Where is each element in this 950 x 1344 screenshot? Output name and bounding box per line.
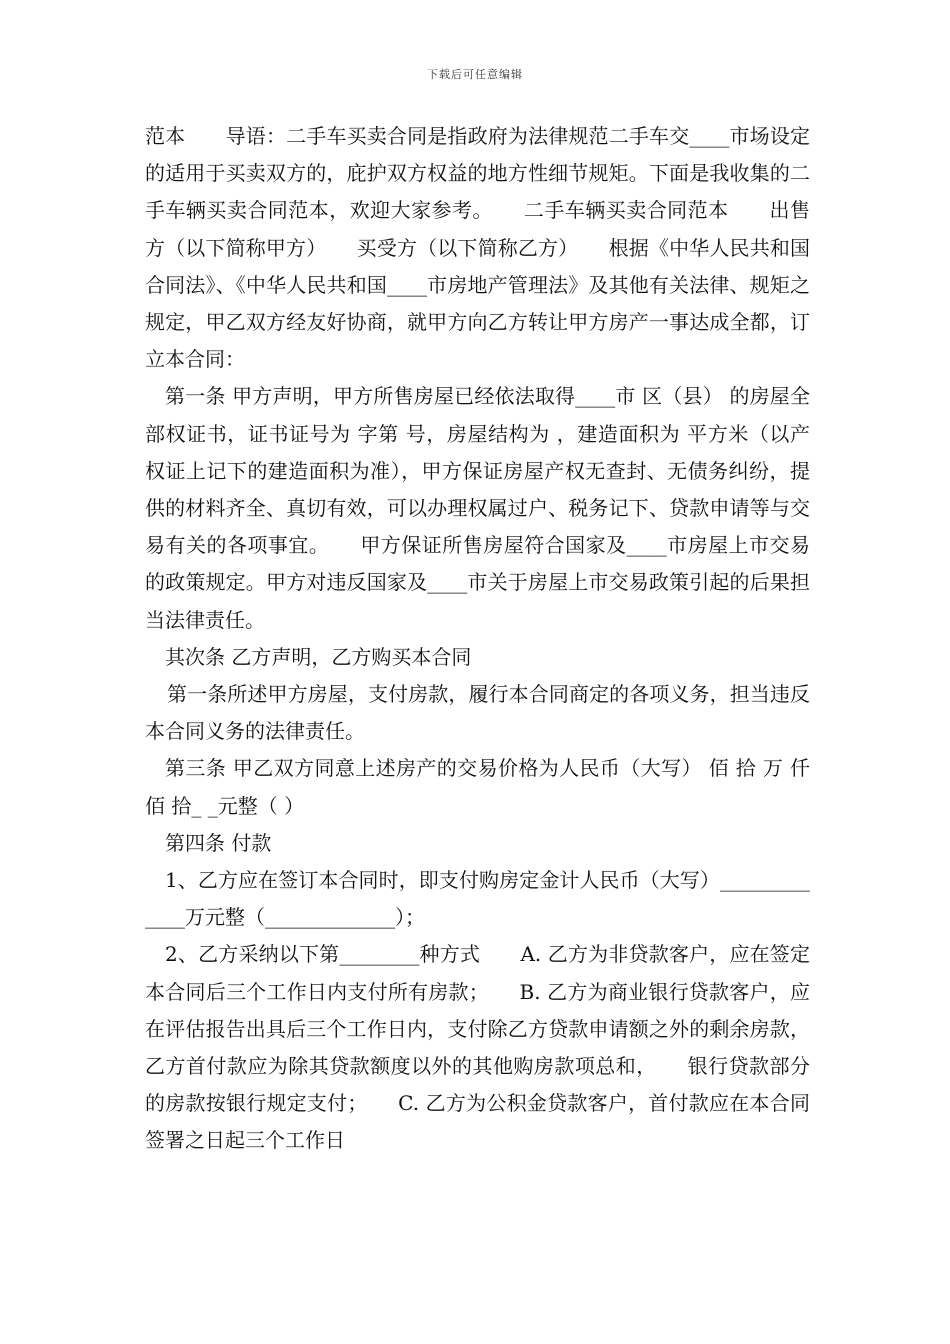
paragraph-article-2: 其次条 乙方声明，乙方购买本合同 bbox=[165, 644, 472, 669]
paragraph-intro: 范本 导语：二手车买卖合同是指政府为法律规范二手车交____市场设定的适用于买卖双方的，庇护双方权益的地方性细节规矩。下面是我收集的二手车辆买卖合同范本，欢迎大家参考。 二手车辆买卖合同范本 出售方（以下简称甲方） 买受方（以下简称乙方） 根据《中华人民共和国合同法》、《中华人民共和国____市房地产管理法》及其他有关法律、规矩之规定，甲乙双方经友好协商，就甲方向乙方转让甲方房产一事达成全都，订立本合同： bbox=[145, 124, 810, 372]
paragraph-article-1: 第一条 甲方声明，甲方所售房屋已经依法取得____市 区（县） 的房屋全部权证书，证书证号为 字第 号，房屋结构为 ，建造面积为 平方米（以产权证上记下的建造面积为准），甲方保证房屋产权无查封、无债务纠纷，提供的材料齐全、真切有效，可以办理权属过户、税务记下、贷款申请等与交易有关的各项事宜。 甲方保证所售房屋符合国家及____市房屋上市交易的政策规定。甲方对违反国家及____市关于房屋上市交易政策引起的后果担当法律责任。 bbox=[145, 384, 810, 632]
paragraph-article-2-cont: 第一条所述甲方房屋，支付房款，履行本合同商定的各项义务，担当违反本合同义务的法律责任。 bbox=[145, 682, 810, 744]
paragraph-article-4: 第四条 付款 bbox=[165, 830, 272, 855]
paragraph-payment-1: 1、乙方应在签订本合同时，即支付购房定金计人民币（大写）_____________万元整（_____________）； bbox=[145, 868, 810, 930]
paragraph-payment-2: 2、乙方采纳以下第________种方式 A. 乙方为非贷款客户，应在签定本合同后三个工作日内支付所有房款； B. 乙方为商业银行贷款客户，应在评估报告出具后三个工作日内，支付除乙方贷款申请额之外的剩余房款，乙方首付款应为除其贷款额度以外的其他购房款项总和， 银行贷款部分的房款按银行规定支付； C. 乙方为公积金贷款客户，首付款应在本合同签署之日起三个工作日 bbox=[145, 942, 810, 1153]
page-header: 下载后可任意编辑 bbox=[427, 68, 523, 81]
paragraph-article-3: 第三条 甲乙双方同意上述房产的交易价格为人民币（大写） 佰 拾 万 仟 佰 拾_ _元整（ ） bbox=[145, 756, 810, 818]
document-body bbox=[145, 118, 810, 1160]
